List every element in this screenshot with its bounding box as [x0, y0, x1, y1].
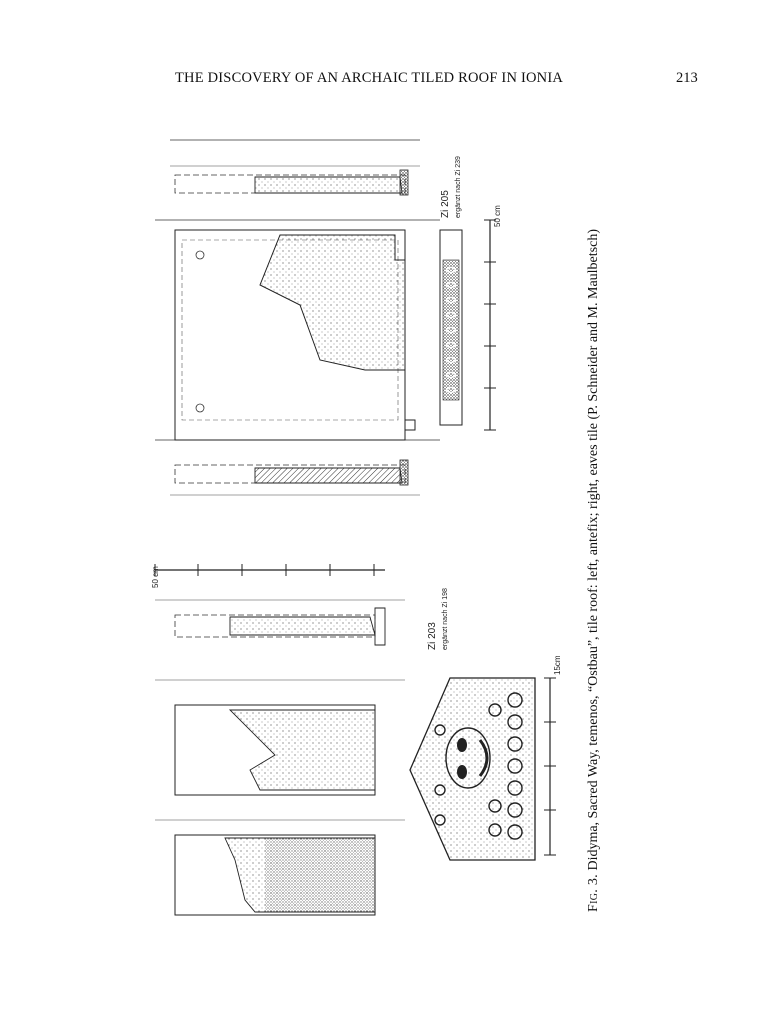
scale-label-antefix: 15cm — [553, 655, 562, 675]
eaves-tile-plan — [155, 220, 440, 440]
label-zi-205: Zi 205 — [440, 190, 451, 218]
scale-label-bottom: 50 cm — [151, 566, 160, 588]
eaves-tile-section-top — [170, 140, 420, 195]
page-number: 213 — [676, 70, 698, 86]
scale-label-top: 50 cm — [493, 205, 502, 227]
antefix-plan-1 — [155, 680, 405, 795]
scale-bar-top — [484, 220, 496, 430]
tile-drawings — [150, 130, 620, 930]
figure-label: Fig. 3. — [586, 874, 601, 912]
page-header — [0, 70, 762, 94]
antefix-front — [410, 678, 535, 860]
figure-caption — [574, 152, 624, 912]
sublabel-zi-203: ergänzt nach Zi 198 — [442, 588, 449, 650]
sublabel-zi-205: ergänzt nach Zi 239 — [455, 156, 462, 218]
caption-text: Didyma, Sacred Way, temenos, “Ostbau”, tile roof: left, antefix; right, eaves tile (P. Schneider and M. Maulbetsch) — [586, 229, 601, 871]
antefix-section-1 — [155, 600, 405, 645]
eaves-tile-section-bottom — [170, 460, 420, 495]
scale-bar-antefix — [544, 678, 556, 855]
figure-drawing — [150, 130, 620, 930]
scale-bar-bottom — [155, 564, 385, 576]
eaves-tile-front-band — [440, 230, 462, 425]
label-zi-203: Zi 203 — [427, 622, 438, 650]
antefix-plan-2 — [155, 820, 405, 915]
running-title: THE DISCOVERY OF AN ARCHAIC TILED ROOF IN IONIA — [175, 70, 564, 86]
